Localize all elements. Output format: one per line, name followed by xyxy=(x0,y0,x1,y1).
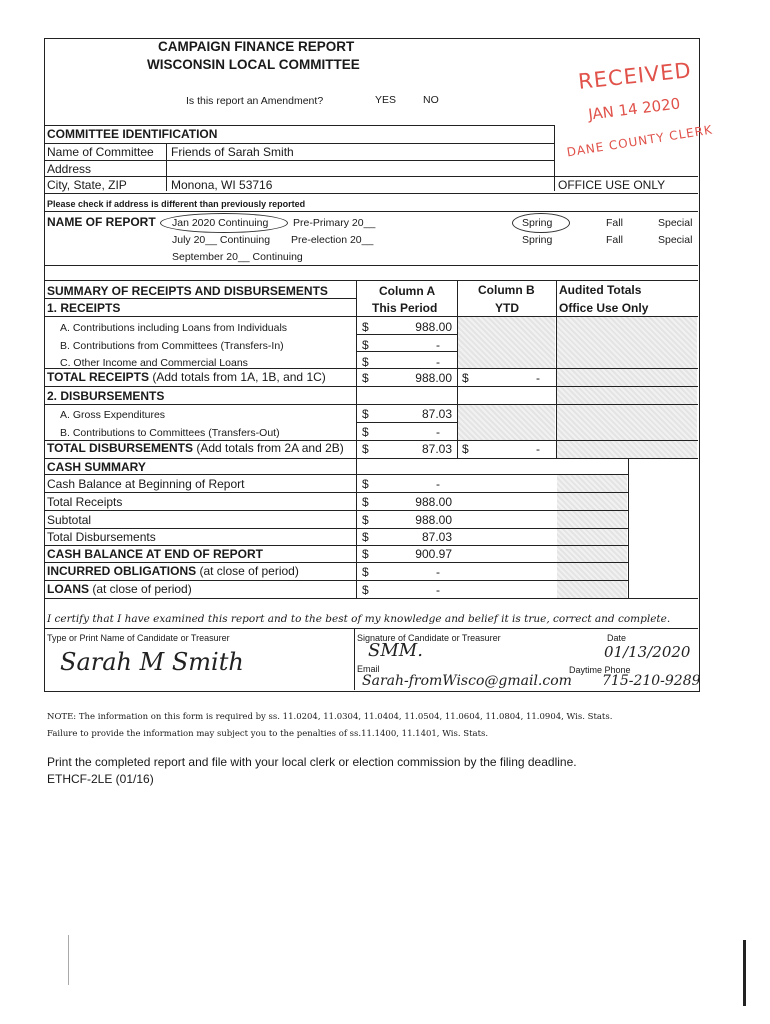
disbursement-a-label: A. Gross Expenditures xyxy=(60,409,166,421)
option-pre-primary[interactable]: Pre-Primary 20__ xyxy=(293,217,376,229)
incurred-obligations-row xyxy=(47,564,299,578)
address-label: Address xyxy=(47,162,92,176)
signature-handwritten[interactable]: SMM. xyxy=(368,640,423,661)
printed-name-handwritten[interactable]: Sarah M Smith xyxy=(60,648,244,676)
committee-heading: COMMITTEE IDENTIFICATION xyxy=(47,127,218,141)
subtotal-label: Subtotal xyxy=(47,513,92,527)
total-disbursements-ytd[interactable]: - xyxy=(536,442,540,456)
dollar-sign: $ xyxy=(362,547,369,561)
loans-row xyxy=(47,582,192,596)
option-jan-continuing[interactable]: Jan 2020 Continuing xyxy=(172,217,269,229)
option-sept-continuing[interactable]: September 20__ Continuing xyxy=(172,251,303,263)
dollar-sign: $ xyxy=(362,320,369,334)
option-fall[interactable]: Fall xyxy=(606,217,623,229)
subtotal-value[interactable]: 988.00 xyxy=(415,513,452,527)
total-receipts-row xyxy=(47,370,326,384)
print-instructions: Print the completed report and file with your local clerk or election commission by the filing deadline. xyxy=(47,755,577,769)
column-b-subheader: YTD xyxy=(495,301,519,315)
column-a-subheader: This Period xyxy=(372,301,438,315)
summary-heading: SUMMARY OF RECEIPTS AND DISBURSEMENTS xyxy=(47,284,328,298)
receipt-b-value[interactable]: - xyxy=(436,338,440,352)
incurred-obligations-note: (at close of period) xyxy=(199,564,299,578)
email-handwritten[interactable]: Sarah-fromWisco@gmail.com xyxy=(362,673,572,689)
disbursement-a-value[interactable]: 87.03 xyxy=(421,407,452,421)
dollar-sign: $ xyxy=(462,371,469,385)
committee-name-label: Name of Committee xyxy=(47,145,154,159)
office-use-label: OFFICE USE ONLY xyxy=(558,178,666,192)
address-change-check[interactable]: Please check if address is different than previously reported xyxy=(47,199,306,209)
form-subtitle: WISCONSIN LOCAL COMMITTEE xyxy=(147,57,360,72)
dollar-sign: $ xyxy=(362,371,369,385)
cash-balance-end-label: CASH BALANCE AT END OF REPORT xyxy=(47,547,263,561)
loans-label: LOANS xyxy=(47,582,89,596)
incurred-obligations-label: INCURRED OBLIGATIONS xyxy=(47,564,197,578)
penalty-note: Failure to provide the information may subject you to the penalties of ss.11.1400, 11.1401, Wis. Stats. xyxy=(47,729,489,739)
dollar-sign: $ xyxy=(362,565,369,579)
dollar-sign: $ xyxy=(362,407,369,421)
column-b-header: Column B xyxy=(478,283,535,297)
committee-name-value[interactable]: Friends of Sarah Smith xyxy=(171,145,294,159)
cash-total-disbursements-value[interactable]: 87.03 xyxy=(421,530,452,544)
received-stamp: RECEIVED xyxy=(577,58,693,94)
column-a-header: Column A xyxy=(379,284,436,298)
total-receipts-ytd[interactable]: - xyxy=(536,371,540,385)
clerk-stamp: DANE COUNTY CLERK xyxy=(565,122,714,160)
certification-statement: I certify that I have examined this report and to the best of my knowledge and belief it is true, correct and complete. xyxy=(47,613,671,625)
disbursement-b-value[interactable]: - xyxy=(436,425,440,439)
option-spring-2[interactable]: Spring xyxy=(522,234,553,246)
cash-beginning-value[interactable]: - xyxy=(436,477,440,491)
statute-note: NOTE: The information on this form is required by ss. 11.0204, 11.0304, 11.0404, 11.0504, 11.0604, 11.0804, 11.0904, Wis. Stats. xyxy=(47,712,613,722)
report-name-label: NAME OF REPORT xyxy=(47,215,156,229)
total-disbursements-label: TOTAL DISBURSEMENTS xyxy=(47,441,194,455)
city-value[interactable]: Monona, WI 53716 xyxy=(171,178,273,192)
amendment-no[interactable]: NO xyxy=(423,94,439,106)
receipt-a-label: A. Contributions including Loans from Individuals xyxy=(60,322,288,334)
form-id: ETHCF-2LE (01/16) xyxy=(47,772,154,786)
dollar-sign: $ xyxy=(362,477,369,491)
option-fall-2[interactable]: Fall xyxy=(606,234,623,246)
loans-value[interactable]: - xyxy=(436,583,440,597)
cash-balance-end-value[interactable]: 900.97 xyxy=(415,547,452,561)
option-pre-election[interactable]: Pre-election 20__ xyxy=(291,234,374,246)
option-july-continuing[interactable]: July 20__ Continuing xyxy=(172,234,271,246)
phone-handwritten[interactable]: 715-210-9289 xyxy=(602,673,701,689)
city-label: City, State, ZIP xyxy=(47,178,127,192)
cash-total-receipts-value[interactable]: 988.00 xyxy=(415,495,452,509)
ytd-shade-1 xyxy=(458,316,555,368)
form-title: CAMPAIGN FINANCE REPORT xyxy=(158,39,355,54)
dollar-sign: $ xyxy=(362,495,369,509)
dollar-sign: $ xyxy=(362,530,369,544)
receipts-heading: 1. RECEIPTS xyxy=(47,301,121,315)
receipt-c-value[interactable]: - xyxy=(436,355,440,369)
email-label: Email xyxy=(357,664,380,674)
total-receipts-note: (Add totals from 1A, 1B, and 1C) xyxy=(152,370,326,384)
incurred-obligations-value[interactable]: - xyxy=(436,565,440,579)
cash-beginning-label: Cash Balance at Beginning of Report xyxy=(47,477,245,491)
total-disbursements-note: (Add totals from 2A and 2B) xyxy=(196,441,344,455)
dollar-sign: $ xyxy=(462,442,469,456)
receipt-a-value[interactable]: 988.00 xyxy=(415,320,452,334)
option-special-2[interactable]: Special xyxy=(658,234,693,246)
date-label: Date xyxy=(607,633,627,643)
total-receipts-value[interactable]: 988.00 xyxy=(415,371,452,385)
dollar-sign: $ xyxy=(362,425,369,439)
daytime-phone-label: Daytime Phone xyxy=(569,665,631,675)
amendment-question: Is this report an Amendment? xyxy=(186,95,324,107)
total-disbursements-value[interactable]: 87.03 xyxy=(421,442,452,456)
dollar-sign: $ xyxy=(362,338,369,352)
receipt-b-label: B. Contributions from Committees (Transfers-In) xyxy=(60,340,284,352)
signature-label: Signature of Candidate or Treasurer xyxy=(357,633,501,643)
receipt-c-label: C. Other Income and Commercial Loans xyxy=(60,357,248,369)
date-handwritten[interactable]: 01/13/2020 xyxy=(604,643,691,661)
amendment-yes[interactable]: YES xyxy=(375,94,397,106)
option-special[interactable]: Special xyxy=(658,217,693,229)
audited-subheader: Office Use Only xyxy=(559,301,649,315)
disbursement-b-label: B. Contributions to Committees (Transfers-Out) xyxy=(60,427,280,439)
type-name-label: Type or Print Name of Candidate or Treasurer xyxy=(47,633,230,643)
scan-edge-mark xyxy=(743,940,746,1006)
dollar-sign: $ xyxy=(362,583,369,597)
cash-summary-heading: CASH SUMMARY xyxy=(47,460,146,474)
dollar-sign: $ xyxy=(362,355,369,369)
received-date-stamp: JAN 14 2020 xyxy=(587,94,682,124)
cash-total-receipts-label: Total Receipts xyxy=(47,495,123,509)
scan-speck xyxy=(68,935,69,985)
total-disbursements-row xyxy=(47,441,344,455)
dollar-sign: $ xyxy=(362,513,369,527)
disbursements-heading: 2. DISBURSEMENTS xyxy=(47,389,165,403)
ytd-shade-2 xyxy=(458,404,555,440)
audited-header: Audited Totals xyxy=(559,283,642,297)
audited-shade xyxy=(557,316,697,458)
loans-note: (at close of period) xyxy=(92,582,192,596)
cash-total-disbursements-label: Total Disbursements xyxy=(47,530,156,544)
dollar-sign: $ xyxy=(362,442,369,456)
total-receipts-label: TOTAL RECEIPTS xyxy=(47,370,150,384)
option-spring[interactable]: Spring xyxy=(522,217,553,229)
